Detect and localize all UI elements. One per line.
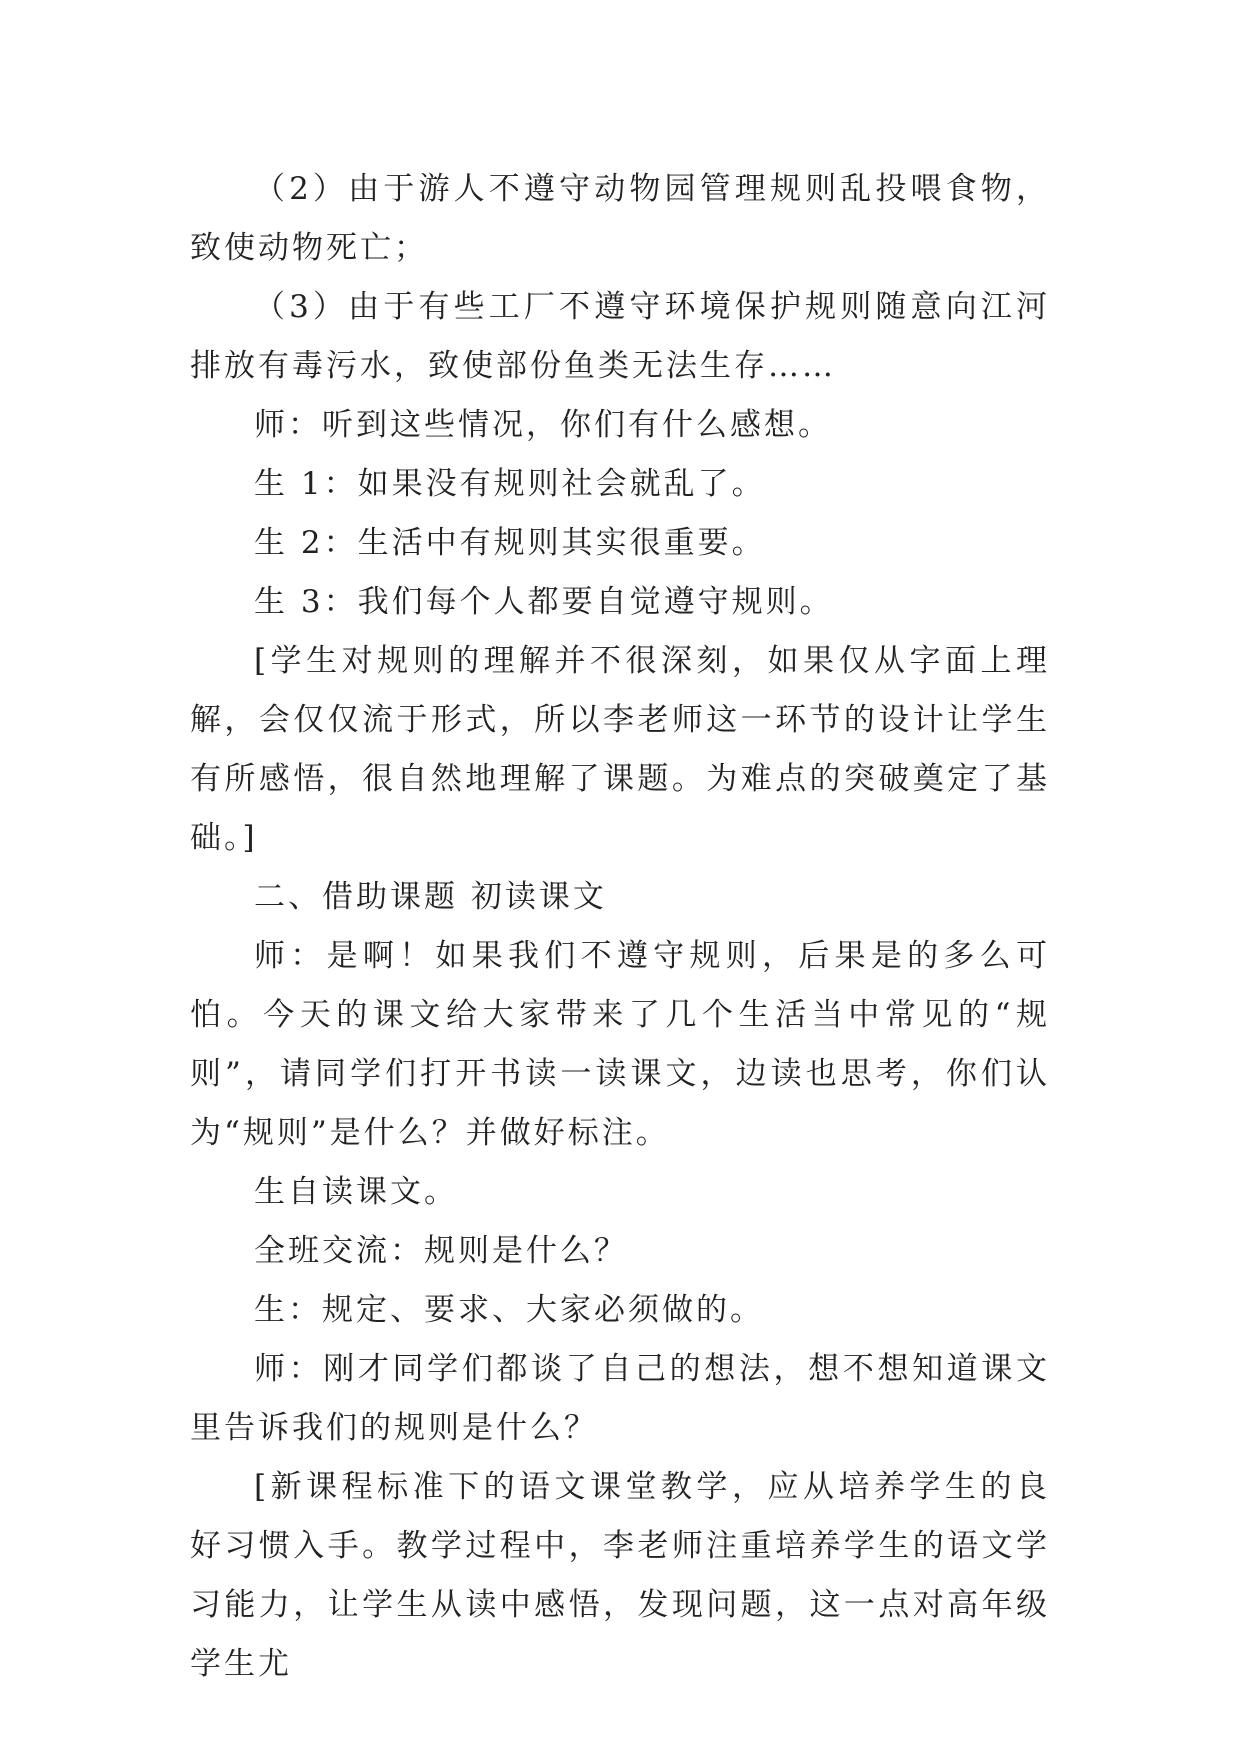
paragraph: 师：刚才同学们都谈了自己的想法，想不想知道课文里告诉我们的规则是什么？ <box>190 1351 1050 1446</box>
paragraph: [学生对规则的理解并不很深刻，如果仅从字面上理解，会仅仅流于形式，所以李老师这一环节的设计让学生有所感悟，很自然地理解了课题。为难点的突破奠定了基础。] <box>190 643 1050 856</box>
paragraph: 生 2：生活中有规则其实很重要。 <box>254 525 766 561</box>
paragraph: [新课程标准下的语文课堂教学，应从培养学生的良好习惯入手。教学过程中，李老师注重培养学生的语文学习能力，让学生从读中感悟，发现问题，这一点对高年级学生尤 <box>190 1469 1050 1682</box>
paragraph: （3）由于有些工厂不遵守环境保护规则随意向江河排放有毒污水，致使部份鱼类无法生存…… <box>190 289 1050 384</box>
document-body <box>190 160 1050 1694</box>
paragraph: 师：听到这些情况，你们有什么感想。 <box>254 407 832 443</box>
paragraph: （2）由于游人不遵守动物园管理规则乱投喂食物，致使动物死亡； <box>190 171 1050 266</box>
paragraph: 生：规定、要求、大家必须做的。 <box>254 1292 764 1328</box>
paragraph: 师：是啊！如果我们不遵守规则，后果是的多么可怕。今天的课文给大家带来了几个生活当中常见的“规则”，请同学们打开书读一读课文，边读也思考，你们认为“规则”是什么？并做好标注。 <box>190 938 1050 1151</box>
paragraph: 全班交流：规则是什么？ <box>254 1233 628 1269</box>
paragraph: 生 1：如果没有规则社会就乱了。 <box>254 466 766 502</box>
paragraph: 生 3：我们每个人都要自觉遵守规则。 <box>254 584 834 620</box>
section-heading: 二、借助课题 初读课文 <box>254 879 607 915</box>
paragraph: 生自读课文。 <box>254 1174 458 1210</box>
